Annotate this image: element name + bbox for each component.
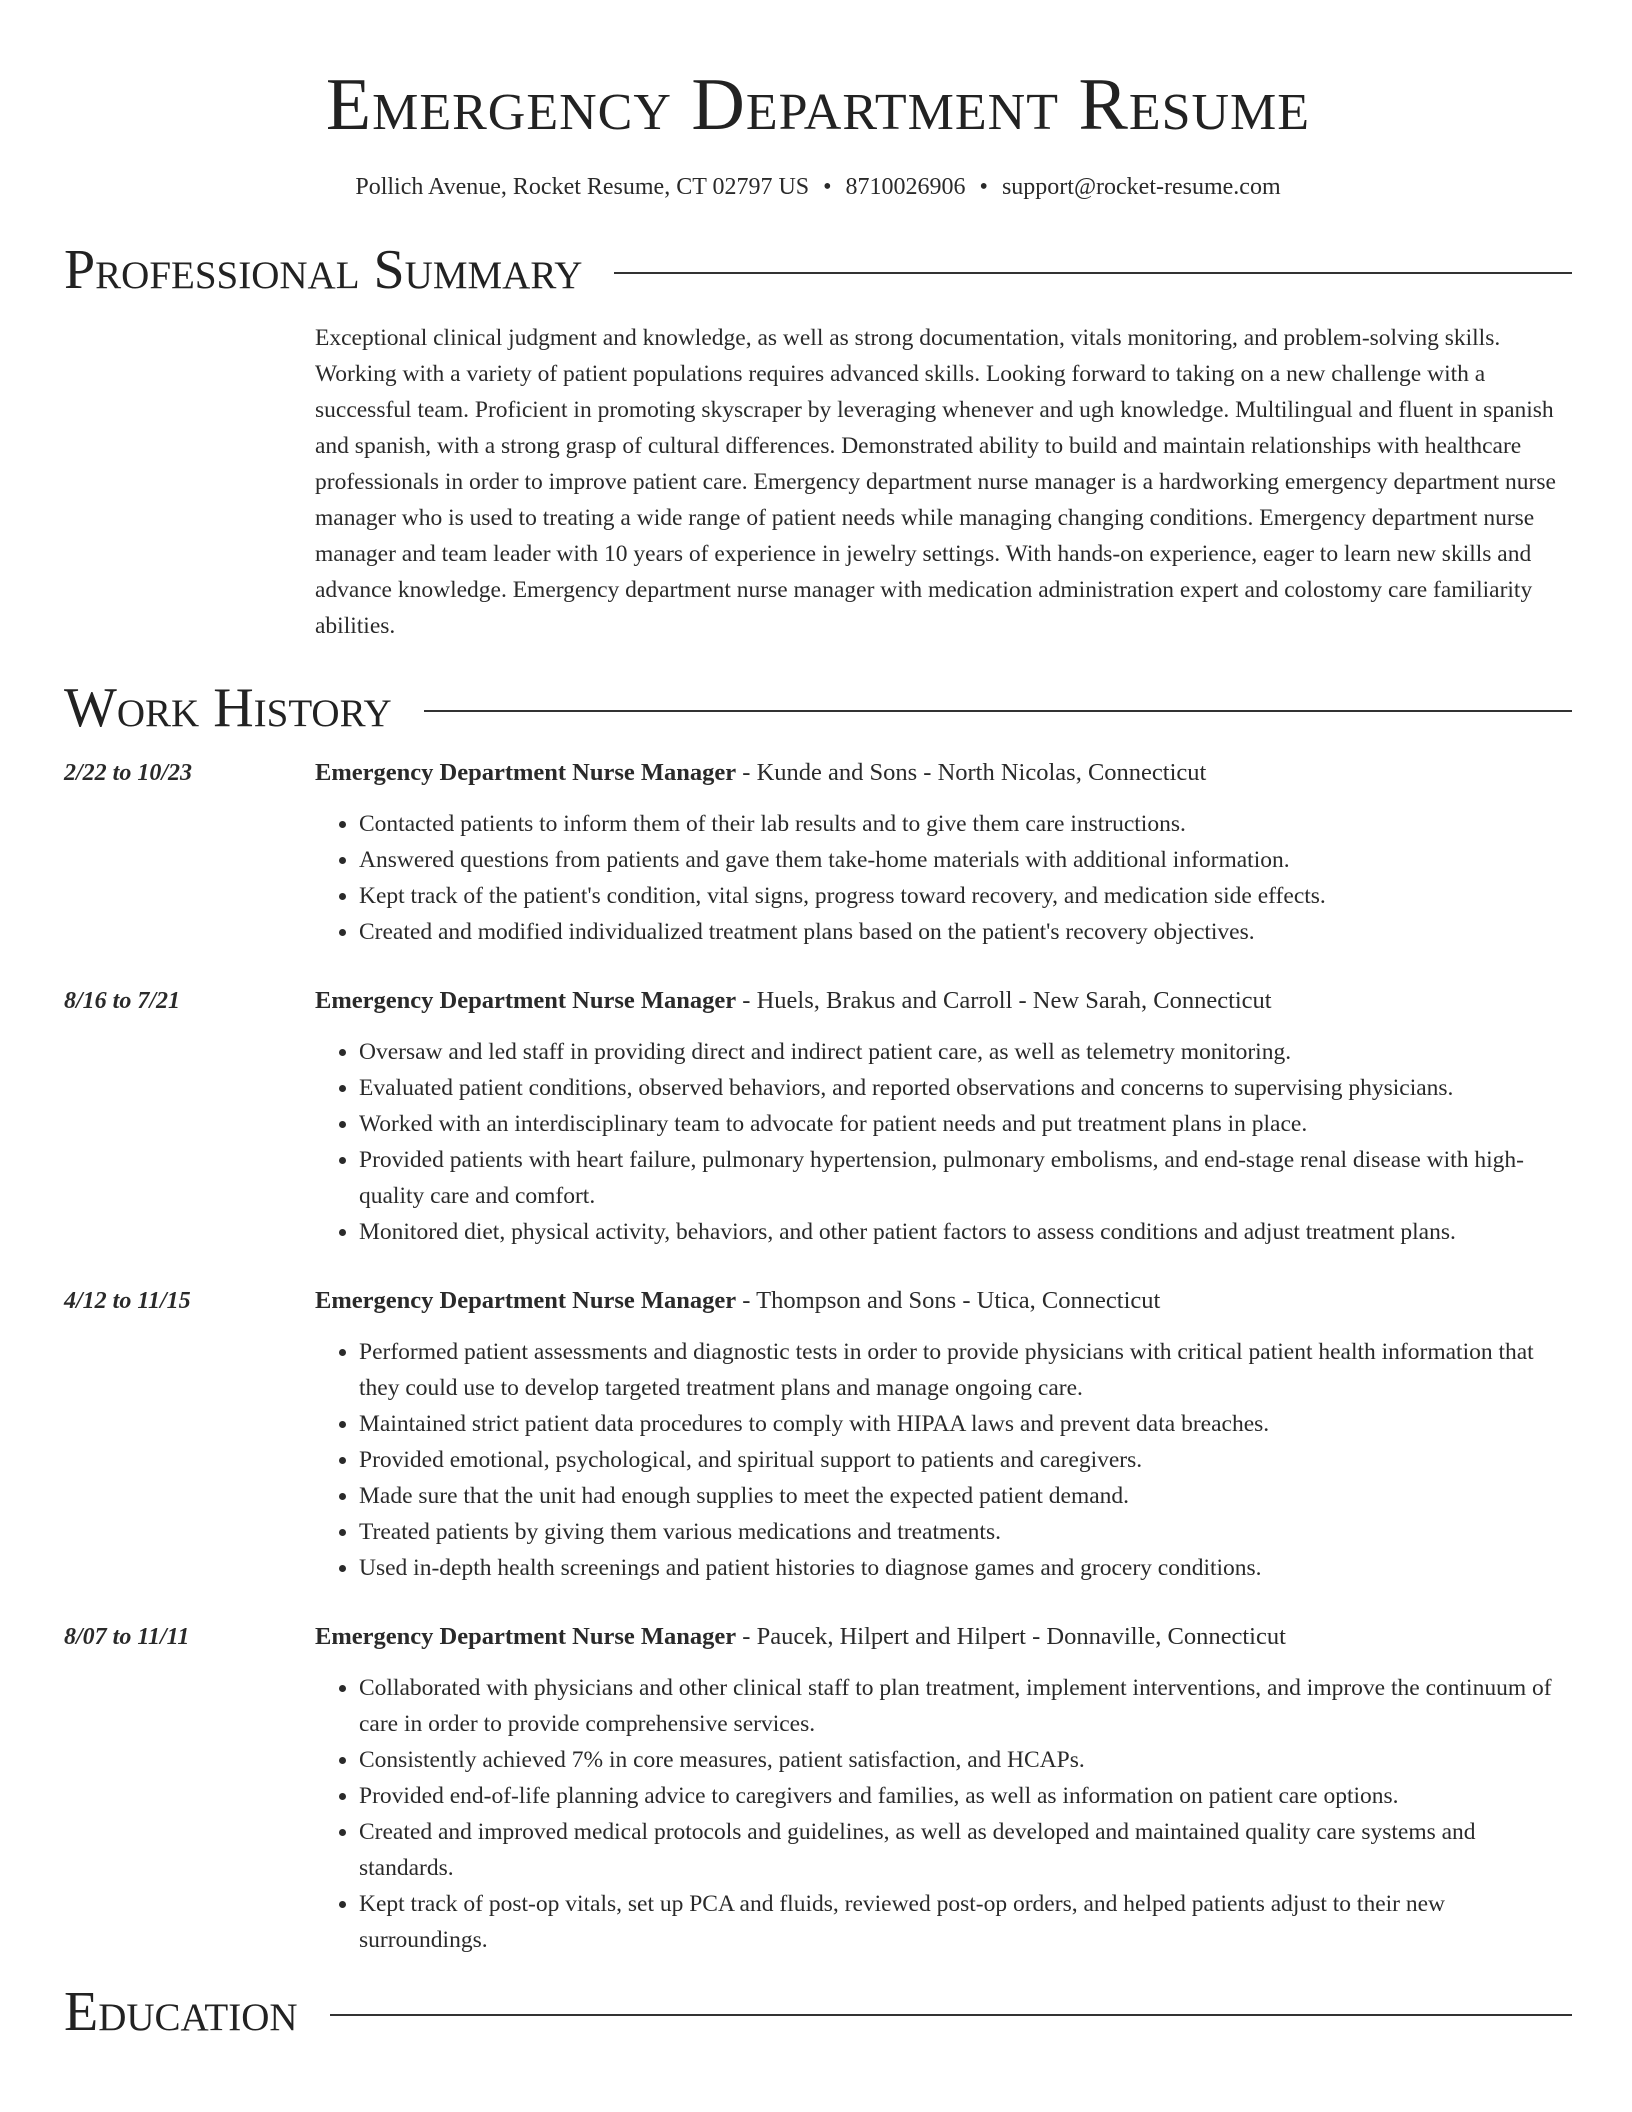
job-employer: - Thompson and Sons - Utica, Connecticut: [736, 1287, 1161, 1314]
job-bullet: • Made sure that the unit had enough supplies to meet the expected patient demand.: [359, 1478, 1572, 1514]
contact-address: Pollich Avenue, Rocket Resume, CT 02797 US: [355, 174, 810, 200]
job-dates: 8/16 to 7/21: [64, 988, 181, 1014]
section-divider: [424, 710, 1572, 712]
job-bullets: [315, 806, 1572, 950]
job-title-line: [315, 756, 1572, 790]
work-heading: Work History: [64, 677, 392, 739]
job-bullet: • Collaborated with physicians and other clinical staff to plan treatment, implement interventions, and improve the continuum of care in order to provide comprehensive services.: [359, 1670, 1572, 1742]
job-bullet: • Answered questions from patients and gave them take-home materials with additional information.: [359, 842, 1572, 878]
contact-separator: •: [979, 174, 988, 200]
job-dates: 4/12 to 11/15: [64, 1288, 191, 1314]
section-divider: [614, 272, 1572, 274]
resume-title: Emergency Department Resume: [325, 64, 1311, 146]
job-bullet: • Provided patients with heart failure, pulmonary hypertension, pulmonary embolisms, and end-stage renal disease with high-quality care and comfort.: [359, 1142, 1572, 1214]
job-role: Emergency Department Nurse Manager: [315, 1287, 737, 1314]
job-bullet: • Used in-depth health screenings and patient histories to diagnose games and grocery conditions.: [359, 1550, 1572, 1586]
job-bullet: • Performed patient assessments and diagnostic tests in order to provide physicians with critical patient health information that they could use to develop targeted treatment plans and manage ongoing care.: [359, 1334, 1572, 1406]
contact-line: [64, 172, 1572, 202]
job-bullet: • Kept track of the patient's condition, vital signs, progress toward recovery, and medication side effects.: [359, 878, 1572, 914]
job-bullet: • Evaluated patient conditions, observed behaviors, and reported observations and concerns to supervising physicians.: [359, 1070, 1572, 1106]
job-employer: - Kunde and Sons - North Nicolas, Connecticut: [736, 759, 1207, 786]
job-bullet: • Monitored diet, physical activity, behaviors, and other patient factors to assess conditions and adjust treatment plans.: [359, 1214, 1572, 1250]
job-bullet: • Worked with an interdisciplinary team to advocate for patient needs and put treatment plans in place.: [359, 1106, 1572, 1142]
section-divider: [330, 2014, 1572, 2016]
job-role: Emergency Department Nurse Manager: [315, 1623, 737, 1650]
job-entry: [64, 1284, 1572, 1586]
summary-heading: Professional Summary: [64, 239, 583, 301]
job-bullet: • Treated patients by giving them various medications and treatments.: [359, 1514, 1572, 1550]
contact-separator: •: [823, 174, 832, 200]
job-role: Emergency Department Nurse Manager: [315, 987, 737, 1014]
education-heading: Education: [64, 1981, 298, 2043]
job-bullet: • Consistently achieved 7% in core measures, patient satisfaction, and HCAPs.: [359, 1742, 1572, 1778]
job-employer: - Huels, Brakus and Carroll - New Sarah, Connecticut: [736, 987, 1272, 1014]
job-title-line: [315, 1284, 1572, 1318]
job-entry: [64, 756, 1572, 950]
contact-email: support@rocket-resume.com: [1001, 174, 1281, 200]
work-history-list: [64, 756, 1572, 1958]
job-bullet: • Oversaw and led staff in providing direct and indirect patient care, as well as telemetry monitoring.: [359, 1034, 1572, 1070]
job-title-line: [315, 984, 1572, 1018]
job-bullet: • Provided emotional, psychological, and spiritual support to patients and caregivers.: [359, 1442, 1572, 1478]
job-dates: 8/07 to 11/11: [64, 1624, 190, 1650]
contact-phone: 8710026906: [845, 174, 966, 200]
job-title-line: [315, 1620, 1572, 1654]
job-bullet: • Provided end-of-life planning advice to caregivers and families, as well as information on patient care options.: [359, 1778, 1572, 1814]
job-bullet: • Created and improved medical protocols and guidelines, as well as developed and maintained quality care systems and standards.: [359, 1814, 1572, 1886]
summary-section: [64, 320, 1572, 644]
job-bullet: • Kept track of post-op vitals, set up PCA and fluids, reviewed post-op orders, and helped patients adjust to their new surroundings.: [359, 1886, 1572, 1958]
resume-page: [64, 0, 1572, 2046]
job-employer: - Paucek, Hilpert and Hilpert - Donnaville, Connecticut: [736, 1623, 1286, 1650]
work-section-header: [64, 674, 1572, 742]
job-bullets: [315, 1034, 1572, 1250]
job-dates: 2/22 to 10/23: [64, 760, 193, 786]
job-bullet: • Created and modified individualized treatment plans based on the patient's recovery objectives.: [359, 914, 1572, 950]
education-section-header: [64, 1978, 1572, 2046]
job-bullet: • Maintained strict patient data procedures to comply with HIPAA laws and prevent data breaches.: [359, 1406, 1572, 1442]
job-role: Emergency Department Nurse Manager: [315, 759, 737, 786]
job-entry: [64, 1620, 1572, 1958]
job-bullets: [315, 1670, 1572, 1958]
job-entry: [64, 984, 1572, 1250]
summary-text: Exceptional clinical judgment and knowledge, as well as strong documentation, vitals monitoring, and problem-solving skills. Working with a variety of patient populations requires advanced skills. Looking forward to taking on a new challenge with a successful team. Proficient in promoting skyscraper by leveraging whenever and ugh knowledge. Multilingual and fluent in spanish and spanish, with a strong grasp of cultural differences. Demonstrated ability to build and maintain relationships with healthcare professionals in order to improve patient care. Emergency department nurse manager is a hardworking emergency department nurse manager who is used to treating a wide range of patient needs while managing changing conditions. Emergency department nurse manager and team leader with 10 years of experience in jewelry settings. With hands-on experience, eager to learn new skills and advance knowledge. Emergency department nurse manager with medication administration expert and colostomy care familiarity abilities.: [315, 325, 1556, 639]
summary-gutter: [64, 320, 315, 644]
summary-section-header: [64, 236, 1572, 304]
job-bullet: • Contacted patients to inform them of their lab results and to give them care instructions.: [359, 806, 1572, 842]
job-bullets: [315, 1334, 1572, 1586]
